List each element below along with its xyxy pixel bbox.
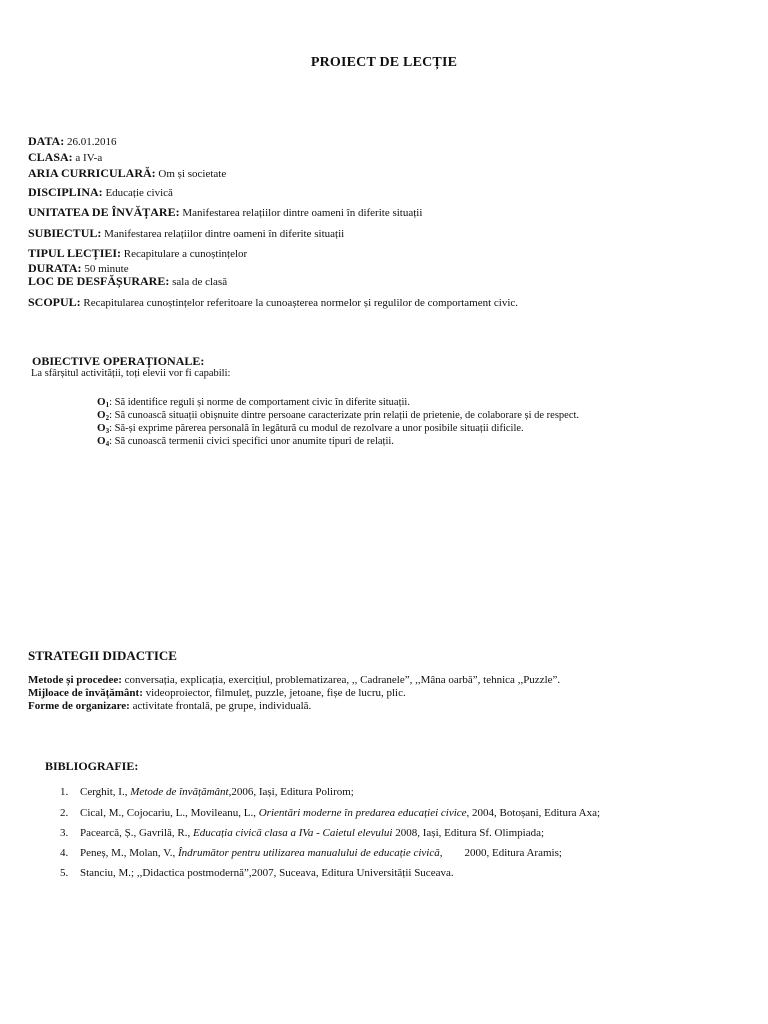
objective-item: $O_2$: Să cunoască situații obișnuite dintre persoane caracterizate prin relații de prietenie, de colaborare și de respect.	[97, 409, 580, 422]
objective-item: $O_3$: Să-și exprime părerea personală în legătură cu modul de rezolvare a unor posibile situații dificile.	[97, 422, 524, 435]
meta-label: DURATA:	[28, 261, 82, 275]
bibliography-item: 3. Pacearcă, Ș., Gavrilă, R., Educația civică clasa a IVa - Caietul elevului 2008, Iași, Editura Sf. Olimpiada;	[60, 827, 545, 839]
meta-label: CLASA:	[28, 150, 73, 164]
meta-subject	[28, 226, 344, 241]
strategies-heading: STRATEGII DIDACTICE	[28, 648, 177, 663]
objectives-intro: La sfârșitul activității, toți elevii vor fi capabili:	[31, 368, 231, 379]
objectives-heading: OBIECTIVE OPERAȚIONALE:	[32, 354, 205, 368]
bibliography-item: 5. Stanciu, M.; ,,Didactica postmodernă”,2007, Suceava, Editura Universității Suceava.	[60, 867, 454, 879]
meta-discipline	[28, 185, 173, 200]
strategy-means: Mijloace de învățământ: videoproiector, filmuleț, puzzle, jetoane, fișe de lucru, plic.	[28, 687, 406, 699]
bibliography-item: 1. Cerghit, I., Metode de învățământ,2006, Iași, Editura Polirom;	[60, 786, 354, 798]
strategy-methods: Metode și procedee: conversația, explicația, exercițiul, problematizarea, ,, Cadranele”, ,,Mâna oarbă”, tehnica ,,Puzzle”.	[28, 674, 561, 686]
meta-learning-unit	[28, 205, 422, 220]
meta-value: Manifestarea relațiilor dintre oameni în diferite situații	[101, 228, 345, 240]
meta-label: SUBIECTUL:	[28, 226, 102, 240]
meta-label: SCOPUL:	[28, 295, 81, 309]
meta-value: Educație civică	[102, 187, 173, 199]
meta-location	[28, 274, 227, 289]
page-title: PROIECT DE LECȚIE	[310, 55, 458, 70]
meta-curricular-area	[28, 166, 226, 181]
meta-class	[28, 150, 102, 165]
meta-value: 26.01.2016	[64, 136, 117, 148]
meta-date	[28, 134, 116, 149]
meta-value: Recapitularea cunoștințelor referitoare la cunoașterea normelor și regulilor de comportament civic.	[80, 297, 519, 309]
meta-label: UNITATEA DE ÎNVĂȚARE:	[28, 205, 180, 219]
meta-label: ARIA CURRICULARĂ:	[28, 166, 156, 180]
meta-value: Recapitulare a cunoștințelor	[121, 248, 248, 260]
meta-value: a IV-a	[72, 152, 103, 164]
strategy-forms: Forme de organizare: activitate frontală, pe grupe, individuală.	[28, 700, 312, 712]
meta-label: DATA:	[28, 134, 65, 148]
meta-scope	[28, 295, 518, 310]
meta-value: Manifestarea relațiilor dintre oameni în diferite situații	[179, 207, 423, 219]
meta-value: Om și societate	[155, 168, 227, 180]
meta-value: sala de clasă	[169, 276, 228, 288]
meta-label: DISCIPLINA:	[28, 185, 103, 199]
meta-label: TIPUL LECȚIEI:	[28, 246, 122, 260]
bibliography-item: 4. Peneș, M., Molan, V., Îndrumător pentru utilizarea manualului de educație civică, 2000, Editura Aramis;	[60, 847, 562, 859]
objective-item: $O_4$: Să cunoască termenii civici specifici unor anumite tipuri de relații.	[97, 435, 394, 448]
bibliography-item: 2. Cical, M., Cojocariu, L., Movileanu, L., Orientări moderne în predarea educației civice, 2004, Botoșani, Editura Axa;	[60, 807, 601, 819]
bibliography-heading: BIBLIOGRAFIE:	[45, 759, 139, 773]
meta-label: LOC DE DESFĂȘURARE:	[28, 274, 170, 288]
meta-lesson-type	[28, 246, 247, 261]
objective-item: $O_1$: Să identifice reguli și norme de comportament civic în diferite situații.	[97, 396, 410, 409]
meta-value: 50 minute	[81, 263, 129, 275]
